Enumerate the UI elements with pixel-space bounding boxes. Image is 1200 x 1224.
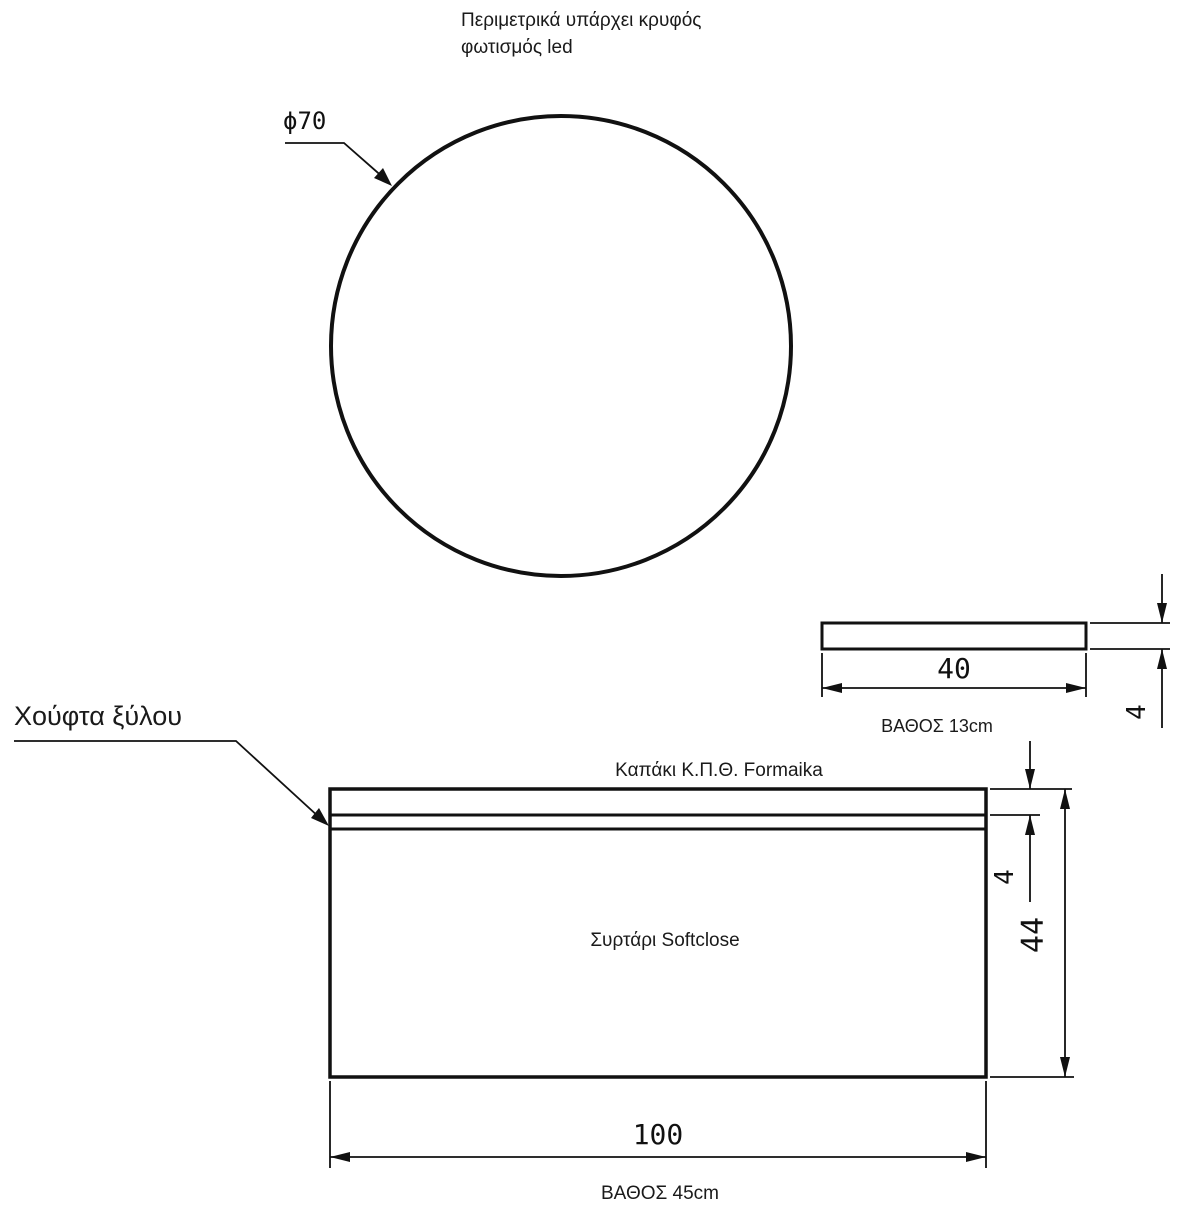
cabinet-width-arrow-right: [966, 1152, 986, 1162]
round-mirror-outline: [331, 116, 791, 576]
cabinet-width-arrow-left: [330, 1152, 350, 1162]
led-note-line-2: φωτισμός led: [461, 37, 573, 58]
wood-handle-label: Χούφτα ξύλου: [14, 701, 183, 731]
top-thickness-arrow-bottom: [1025, 815, 1035, 835]
shelf-width-arrow-right: [1066, 683, 1086, 693]
cabinet-height-arrow-top: [1060, 789, 1070, 809]
top-thickness-label: 4: [990, 869, 1020, 885]
wood-handle-arrowhead: [311, 808, 329, 826]
mirror-diameter-label: ϕ70: [283, 107, 327, 135]
shelf-height-label: 4: [1122, 704, 1152, 720]
cabinet-width-label: 100: [632, 1118, 684, 1151]
shelf-width-arrow-left: [822, 683, 842, 693]
shelf-width-label: 40: [937, 652, 971, 685]
top-panel-label: Καπάκι Κ.Π.Θ. Formaika: [615, 760, 823, 781]
shelf-depth-label: ΒΑΘΟΣ 13cm: [881, 716, 993, 736]
mirror-diameter-leader: [285, 143, 385, 179]
shelf-height-arrow-top: [1157, 603, 1167, 623]
wood-handle-leader: [14, 741, 320, 818]
shelf-height-arrow-bottom: [1157, 649, 1167, 669]
cabinet-height-arrow-bottom: [1060, 1057, 1070, 1077]
cabinet-view: [14, 701, 1074, 1204]
cabinet-depth-label: ΒΑΘΟΣ 45cm: [601, 1183, 719, 1204]
shelf-outline: [822, 623, 1086, 649]
top-thickness-arrow-top: [1025, 769, 1035, 789]
shelf-view: [822, 574, 1170, 736]
cabinet-height-label: 44: [1016, 916, 1051, 954]
mirror-view: [283, 10, 791, 576]
led-note-line-1: Περιμετρικά υπάρχει κρυφός: [461, 10, 702, 31]
drawer-label: Συρτάρι Softclose: [590, 930, 740, 951]
